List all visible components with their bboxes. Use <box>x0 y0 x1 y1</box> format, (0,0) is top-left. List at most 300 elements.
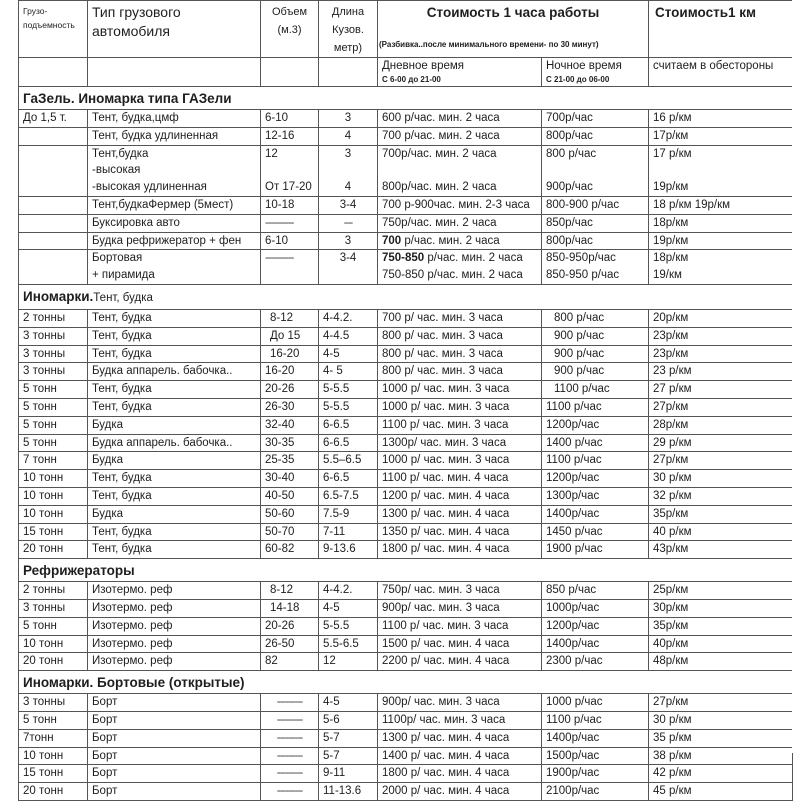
day-price-text: р/час. мин. 2 часа <box>424 252 523 265</box>
night-price-cell-text: 900 р/час <box>554 365 605 378</box>
day-price-cell <box>378 599 542 617</box>
night-price-cell <box>542 599 649 617</box>
length-cell-text: 5-5.5 <box>323 619 350 632</box>
table-row <box>19 327 793 345</box>
length-cell <box>319 711 378 729</box>
table-row <box>19 653 793 671</box>
volume-cell <box>261 110 319 128</box>
table-row <box>19 694 793 712</box>
volume-cell <box>261 747 319 765</box>
km-price-cell-line: 19р/км <box>653 181 689 194</box>
length-cell-text: 11-13.6 <box>323 785 362 798</box>
km-price-cell-text: 43р/км <box>653 543 689 556</box>
capacity-cell-text: 5 тонн <box>23 436 57 449</box>
table-row <box>19 783 793 801</box>
capacity-cell <box>19 541 88 559</box>
volume-cell <box>261 729 319 747</box>
vehicle-type-cell-text: Изотермо. реф <box>92 584 173 597</box>
day-price-cell-text: 750р/час. мин. 2 часа <box>382 216 497 229</box>
volume-cell-text: --------- <box>276 785 303 798</box>
day-price-cell <box>378 398 542 416</box>
length-cell <box>319 765 378 783</box>
km-price-cell <box>649 381 793 399</box>
length-cell-text: 4-4.2. <box>323 584 353 597</box>
vehicle-type-cell-text: Тент, будка <box>92 525 152 538</box>
length-cell <box>319 214 378 232</box>
km-price-cell <box>649 363 793 381</box>
volume-cell <box>261 145 319 196</box>
night-price-cell <box>542 783 649 801</box>
length-cell-text: --- <box>343 216 353 229</box>
night-price-cell-text: 1100 р/час <box>546 713 602 726</box>
night-price-cell-text: 800р/час <box>546 234 593 247</box>
day-price-cell-line: 700р/час. мин. 2 часа <box>382 147 497 160</box>
volume-cell-text: 8-12 <box>270 311 294 324</box>
volume-cell-text: 32-40 <box>265 418 295 431</box>
section-title <box>19 87 793 110</box>
volume-cell-text: 16-20 <box>270 347 300 360</box>
day-price-cell <box>378 250 542 285</box>
km-price-cell <box>649 599 793 617</box>
night-price-cell <box>542 363 649 381</box>
km-price-cell-text: 30 р/км <box>653 713 692 726</box>
volume-cell-text: 26-50 <box>265 637 295 650</box>
length-cell <box>319 729 378 747</box>
length-cell <box>319 635 378 653</box>
capacity-cell <box>19 505 88 523</box>
length-cell <box>319 363 378 381</box>
volume-cell <box>261 523 319 541</box>
volume-cell-text: До 15 <box>270 329 301 342</box>
km-price-cell <box>649 711 793 729</box>
day-price-cell <box>378 309 542 327</box>
volume-cell-text: 12-16 <box>265 129 295 142</box>
vehicle-type-cell <box>88 309 261 327</box>
night-price-cell-text: 850р/час <box>546 216 593 229</box>
night-price-cell <box>542 582 649 600</box>
day-price-cell-text: 700 р/ час. мин. 3 часа <box>382 311 503 324</box>
vehicle-type-cell <box>88 250 261 285</box>
km-price-cell-line: 19/км <box>653 269 682 282</box>
length-cell-text: 3-4 <box>339 198 357 211</box>
volume-cell-text: 82 <box>265 655 278 668</box>
volume-cell <box>261 582 319 600</box>
vehicle-type-cell-text: Тент, будка <box>92 543 152 556</box>
vehicle-type-cell-text: Изотермо. реф <box>92 619 173 632</box>
vehicle-type-cell <box>88 327 261 345</box>
day-price-cell-text: 1000 р/ час. мин. 3 часа <box>382 400 510 413</box>
section-title <box>19 284 793 309</box>
night-price-cell <box>542 523 649 541</box>
km-price-cell <box>649 541 793 559</box>
km-price-cell-text: 48р/км <box>653 655 689 668</box>
night-price-cell-line: 850-950р/час <box>546 252 616 265</box>
day-price-cell <box>378 434 542 452</box>
volume-cell-text: 26-30 <box>265 400 295 413</box>
night-price-cell <box>542 345 649 363</box>
day-price-cell <box>378 653 542 671</box>
km-price-cell <box>649 327 793 345</box>
table-row <box>19 541 793 559</box>
day-price-cell-text: 900р/ час. мин. 3 часа <box>382 601 500 614</box>
capacity-cell <box>19 635 88 653</box>
night-price-cell <box>542 416 649 434</box>
vehicle-type-cell-text: Борт <box>92 696 118 709</box>
length-cell-text: 6-6.5 <box>323 418 350 431</box>
km-price-cell <box>649 196 793 214</box>
km-price-cell-text: 38 р/км <box>653 749 692 762</box>
km-price-cell-text: 42 р/км <box>653 767 692 780</box>
volume-cell <box>261 381 319 399</box>
night-price-cell-text: 1100 р/час <box>546 454 602 467</box>
volume-cell-text: --------- <box>276 696 303 709</box>
capacity-cell <box>19 452 88 470</box>
section-title <box>19 671 793 694</box>
capacity-cell-text: До 1,5 т. <box>23 112 67 124</box>
header-row-3 <box>19 58 793 87</box>
length-cell-text: 5-5.5 <box>323 383 350 396</box>
night-price-cell-line <box>546 162 644 179</box>
volume-cell <box>261 452 319 470</box>
vehicle-type-cell-text: Борт <box>92 731 118 744</box>
table-row <box>19 747 793 765</box>
table-row <box>19 363 793 381</box>
length-cell-text: 4 <box>344 129 352 142</box>
section-header <box>19 284 793 309</box>
vehicle-type-cell <box>88 747 261 765</box>
volume-cell <box>261 505 319 523</box>
capacity-cell <box>19 487 88 505</box>
length-cell-text: 5.5-6.5 <box>323 637 359 650</box>
table-row <box>19 214 793 232</box>
length-cell-text: 4-5 <box>323 601 340 614</box>
day-price-cell-text: 1000 р/ час. мин. 3 часа <box>382 454 510 467</box>
vehicle-type-cell <box>88 110 261 128</box>
length-cell <box>319 434 378 452</box>
vehicle-type-cell <box>88 214 261 232</box>
km-price-cell <box>649 505 793 523</box>
header-capacity-cont <box>19 58 88 87</box>
capacity-cell <box>19 523 88 541</box>
header-volume: Объем (м.3) <box>261 1 319 58</box>
vehicle-type-cell <box>88 127 261 145</box>
length-cell <box>319 110 378 128</box>
header-hour-cost-note: (Разбивка..после минимального времени- по 30 минут) <box>378 39 649 57</box>
night-price-cell-text: 900 р/час <box>554 329 605 342</box>
vehicle-type-cell <box>88 765 261 783</box>
day-price-cell <box>378 694 542 712</box>
vehicle-type-cell <box>88 523 261 541</box>
night-price-cell <box>542 635 649 653</box>
night-price-cell-text: 1400р/час <box>546 507 600 520</box>
km-price-cell <box>649 434 793 452</box>
vehicle-type-cell-line: + пирамида <box>92 269 155 282</box>
length-cell <box>319 127 378 145</box>
table-row <box>19 127 793 145</box>
day-price-highlight: 750-850 <box>382 252 425 265</box>
day-price-cell <box>378 127 542 145</box>
vehicle-type-cell-line: Бортовая <box>92 252 143 265</box>
length-cell-line: 3 <box>344 147 352 160</box>
table-row <box>19 711 793 729</box>
volume-cell-line: 12 <box>265 147 278 160</box>
length-cell <box>319 523 378 541</box>
capacity-cell-text: 5 тонн <box>23 713 57 726</box>
vehicle-type-cell <box>88 694 261 712</box>
night-price-cell <box>542 470 649 488</box>
capacity-cell-text: 3 тонны <box>23 365 66 378</box>
km-price-cell-text: 23 р/км <box>653 365 692 378</box>
day-price-cell-text: 800 р/ час. мин. 3 часа <box>382 365 503 378</box>
length-cell <box>319 582 378 600</box>
length-cell-text: 6-6.5 <box>323 436 350 449</box>
km-price-cell-text: 35р/км <box>653 507 689 520</box>
km-price-cell <box>649 127 793 145</box>
capacity-cell-text: 15 тонн <box>23 767 64 780</box>
capacity-cell <box>19 711 88 729</box>
day-price-cell-text: 2000 р/ час. мин. 4 часа <box>382 785 510 798</box>
day-price-cell <box>378 541 542 559</box>
km-price-cell <box>649 747 793 765</box>
vehicle-type-cell-text: Тент, будка удлиненная <box>92 129 219 142</box>
length-cell-text: 9-11 <box>323 767 346 780</box>
night-price-cell-text: 1200р/час <box>546 418 600 431</box>
vehicle-type-cell-text: Тент, будка,цмф <box>92 112 179 124</box>
vehicle-type-cell-text: Борт <box>92 767 118 780</box>
km-price-cell-text: 28р/км <box>653 418 689 431</box>
night-price-cell-text: 800р/час <box>546 129 593 142</box>
km-price-cell <box>649 487 793 505</box>
day-price-cell-line <box>382 162 537 179</box>
vehicle-type-cell <box>88 635 261 653</box>
night-price-cell <box>542 232 649 250</box>
day-price-cell-text: 1200 р/ час. мин. 4 часа <box>382 489 510 502</box>
capacity-cell-text: 3 тонны <box>23 601 66 614</box>
length-cell-text: 3 <box>344 234 352 247</box>
length-cell <box>319 196 378 214</box>
day-price-cell-text: 1300 р/ час. мин. 4 часа <box>382 731 510 744</box>
night-price-cell-text: 1400р/час <box>546 637 600 650</box>
volume-cell <box>261 416 319 434</box>
day-price-cell-text: 1300 р/ час. мин. 4 часа <box>382 507 510 520</box>
vehicle-type-cell <box>88 582 261 600</box>
vehicle-type-cell <box>88 711 261 729</box>
table-row <box>19 470 793 488</box>
night-price-cell <box>542 110 649 128</box>
capacity-cell <box>19 145 88 196</box>
capacity-cell-text: 10 тонн <box>23 637 64 650</box>
capacity-cell <box>19 694 88 712</box>
vehicle-type-cell-text: Изотермо. реф <box>92 601 173 614</box>
night-price-cell <box>542 214 649 232</box>
table-row <box>19 145 793 196</box>
night-price-cell-text: 1900р/час <box>546 767 600 780</box>
volume-cell <box>261 345 319 363</box>
length-cell-text: 7.5-9 <box>323 507 350 520</box>
km-price-cell <box>649 416 793 434</box>
capacity-cell <box>19 470 88 488</box>
day-price-cell <box>378 452 542 470</box>
night-price-cell <box>542 729 649 747</box>
vehicle-type-cell <box>88 381 261 399</box>
header-volume-cont <box>261 58 319 87</box>
header-km-note: считаем в обестороны <box>649 58 793 87</box>
table-row <box>19 434 793 452</box>
section-header <box>19 671 793 694</box>
km-price-cell-text: 23р/км <box>653 347 689 360</box>
day-price-cell <box>378 196 542 214</box>
volume-cell-text: 25-35 <box>265 454 295 467</box>
km-price-cell <box>649 783 793 801</box>
header-length-cont <box>319 58 378 87</box>
capacity-cell-text: 5 тонн <box>23 400 57 413</box>
night-price-cell <box>542 250 649 285</box>
capacity-cell-text: 20 тонн <box>23 543 64 556</box>
day-price-cell <box>378 416 542 434</box>
length-cell-text: 3 <box>344 112 352 124</box>
volume-cell <box>261 327 319 345</box>
night-price-cell-text: 1400р/час <box>546 731 600 744</box>
day-price-cell-text: 800 р/ час. мин. 3 часа <box>382 347 503 360</box>
header-length: Длина Кузов. метр) <box>319 1 378 58</box>
capacity-cell-text: 20 тонн <box>23 785 64 798</box>
length-cell-text: 6-6.5 <box>323 472 350 485</box>
volume-cell <box>261 783 319 801</box>
volume-cell <box>261 470 319 488</box>
header-night-time: Ночное время С 21-00 до 06-00 <box>542 58 649 87</box>
volume-cell-text: 50-60 <box>265 507 295 520</box>
capacity-cell <box>19 617 88 635</box>
header-km-cost: Стоимость1 км <box>649 1 793 58</box>
km-price-cell-text: 27р/км <box>653 454 689 467</box>
length-cell-text: 12 <box>323 655 336 668</box>
km-price-cell-text: 27р/км <box>653 400 689 413</box>
night-price-cell-text: 850 р/час <box>546 584 597 597</box>
day-price-cell-text: 600 р/час. мин. 2 часа <box>382 112 500 124</box>
volume-cell-text: 20-26 <box>265 619 295 632</box>
volume-cell <box>261 363 319 381</box>
vehicle-type-cell-text: Будка <box>92 418 124 431</box>
length-cell <box>319 145 378 196</box>
night-price-cell-text: 1100 р/час <box>546 400 602 413</box>
table-row <box>19 505 793 523</box>
capacity-cell-text: 7тонн <box>23 731 54 744</box>
volume-cell-text: ---------- <box>265 252 294 265</box>
capacity-cell <box>19 110 88 128</box>
vehicle-type-cell-line: -высокая удлиненная <box>92 181 207 194</box>
volume-cell <box>261 309 319 327</box>
vehicle-type-cell <box>88 434 261 452</box>
vehicle-type-cell <box>88 398 261 416</box>
capacity-cell <box>19 582 88 600</box>
day-price-cell <box>378 327 542 345</box>
capacity-cell-text: 10 тонн <box>23 489 64 502</box>
length-cell-text: 4-5 <box>323 347 340 360</box>
km-price-cell <box>649 653 793 671</box>
vehicle-type-cell-text: Тент, будка <box>92 329 152 342</box>
km-price-cell-text: 16 р/км <box>653 112 692 124</box>
volume-cell <box>261 250 319 285</box>
night-price-cell <box>542 381 649 399</box>
vehicle-type-cell <box>88 487 261 505</box>
day-price-cell-text: 1300р/ час. мин. 3 часа <box>382 436 507 449</box>
day-price-cell <box>378 345 542 363</box>
km-price-cell-text: 27 р/км <box>653 383 692 396</box>
capacity-cell-text: 2 тонны <box>23 584 66 597</box>
km-price-cell <box>649 250 793 285</box>
day-price-cell-text: 700 р-900час. мин. 2-3 часа <box>382 198 530 211</box>
capacity-cell-text: 3 тонны <box>23 347 66 360</box>
night-price-cell-text: 2100р/час <box>546 785 600 798</box>
km-price-cell <box>649 452 793 470</box>
day-price-cell-text: 900р/ час. мин. 3 часа <box>382 696 500 709</box>
vehicle-type-cell-text: Будка рефрижератор + фен <box>92 234 242 247</box>
volume-cell <box>261 694 319 712</box>
length-cell <box>319 653 378 671</box>
capacity-cell <box>19 345 88 363</box>
length-cell <box>319 232 378 250</box>
vehicle-type-cell-text: Тент, будка <box>92 472 152 485</box>
section-title-text: Рефрижераторы <box>23 563 135 579</box>
day-price-cell <box>378 381 542 399</box>
capacity-cell-text: 5 тонн <box>23 383 57 396</box>
table-row <box>19 765 793 783</box>
section-title-text: ГаЗель. Иномарка типа ГАЗели <box>23 91 232 106</box>
km-price-cell-line <box>653 162 788 179</box>
volume-cell <box>261 765 319 783</box>
day-price-cell <box>378 470 542 488</box>
km-price-cell-line: 18р/км <box>653 252 689 265</box>
day-price-cell-text: 1100 р/ час. мин. 4 часа <box>382 472 509 485</box>
volume-cell <box>261 653 319 671</box>
night-price-cell-text: 2300 р/час <box>546 655 603 668</box>
length-cell-text: 5-6 <box>323 713 340 726</box>
km-price-cell-text: 18р/км <box>653 216 689 229</box>
km-price-cell-text: 35 р/км <box>653 731 692 744</box>
volume-cell-text: 10-18 <box>265 198 295 211</box>
vehicle-type-cell-text: Изотермо. реф <box>92 655 173 668</box>
capacity-cell-text: 5 тонн <box>23 418 57 431</box>
length-cell-line: 4 <box>344 181 352 194</box>
price-table <box>18 0 793 801</box>
km-price-cell-text: 25р/км <box>653 584 689 597</box>
capacity-cell <box>19 250 88 285</box>
day-price-cell-text: 2200 р/ час. мин. 4 часа <box>382 655 510 668</box>
km-price-cell-text: 29 р/км <box>653 436 692 449</box>
table-row <box>19 635 793 653</box>
volume-cell-text: 30-35 <box>265 436 295 449</box>
day-price-cell-text: 1100 р/ час. мин. 3 часа <box>382 418 509 431</box>
day-price-cell-text: 1000 р/ час. мин. 3 часа <box>382 383 510 396</box>
volume-cell-line: От 17-20 <box>265 181 312 194</box>
km-price-cell-text: 45 р/км <box>653 785 692 798</box>
night-price-cell <box>542 398 649 416</box>
day-price-cell <box>378 505 542 523</box>
night-price-cell <box>542 145 649 196</box>
section-header <box>19 87 793 110</box>
volume-cell-text: --------- <box>276 767 303 780</box>
km-price-cell <box>649 617 793 635</box>
volume-cell <box>261 398 319 416</box>
vehicle-type-cell-text: Тент, будка <box>92 311 152 324</box>
km-price-cell-text: 35р/км <box>653 619 689 632</box>
volume-cell <box>261 196 319 214</box>
night-price-cell <box>542 487 649 505</box>
volume-cell-text: --------- <box>276 713 303 726</box>
length-cell <box>319 541 378 559</box>
km-price-cell <box>649 765 793 783</box>
header-day-time: Дневное время С 6-00 до 21-00 <box>378 58 542 87</box>
